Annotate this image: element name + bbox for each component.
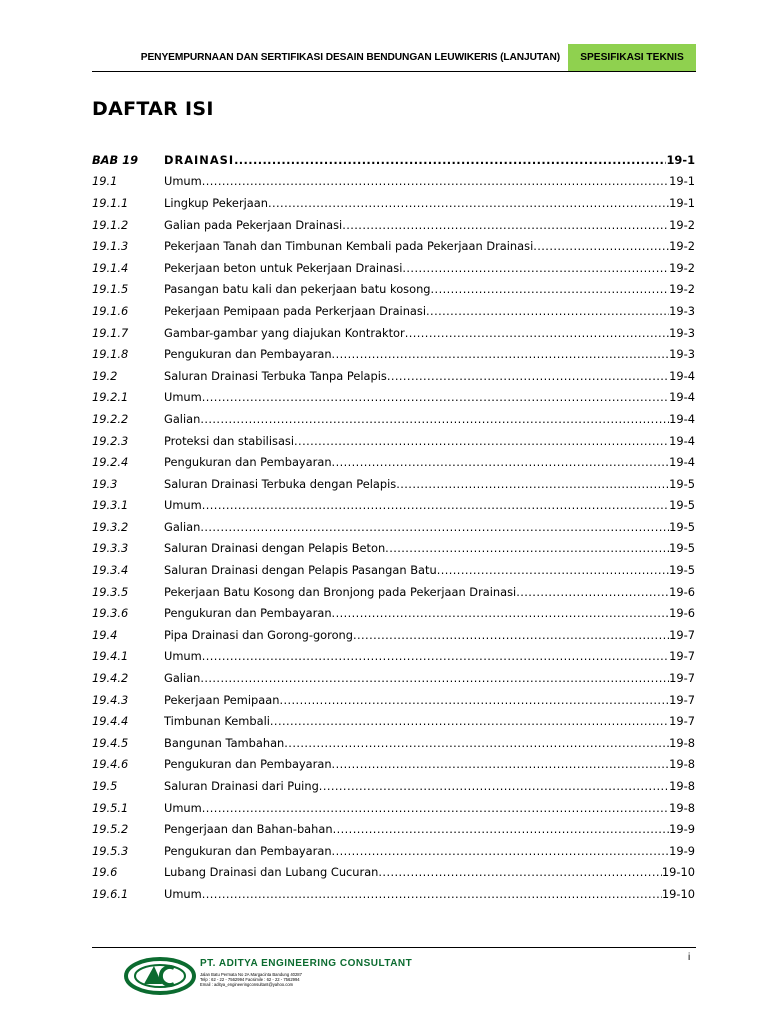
toc-dot-leader [270, 714, 669, 728]
toc-dot-leader [333, 822, 670, 836]
toc-dot-leader [332, 757, 670, 771]
toc-row[interactable] [92, 495, 695, 517]
toc-page-number[interactable]: 19-6 [669, 606, 695, 621]
toc-section-number: 19.2.1 [92, 390, 129, 405]
toc-section-number: 19.3.6 [92, 606, 129, 621]
toc-section-title[interactable]: Pengukuran dan Pembayaran [164, 347, 332, 362]
toc-section-number: 19.3 [92, 476, 118, 491]
toc-dot-leader [202, 649, 669, 663]
toc-chapter-row[interactable] [92, 149, 695, 171]
toc-dot-leader [378, 865, 661, 879]
toc-section-number: 19.4.2 [92, 671, 129, 686]
toc-row[interactable] [92, 473, 695, 495]
toc-dot-leader [202, 887, 662, 901]
toc-section-number: 19.2.2 [92, 411, 129, 426]
toc-dot-leader [279, 693, 669, 707]
toc-page-number[interactable]: 19-4 [669, 390, 695, 405]
toc-row[interactable] [92, 732, 695, 754]
toc-section-number: 19.4.5 [92, 735, 129, 750]
company-address [200, 972, 340, 987]
toc-section-title[interactable]: Timbunan Kembali [164, 714, 270, 729]
toc-page-number[interactable]: 19-8 [669, 735, 695, 750]
toc-page-number[interactable]: 19-3 [669, 303, 695, 318]
toc-section-title[interactable]: Pengukuran dan Pembayaran [164, 843, 332, 858]
toc-section-title[interactable]: Saluran Drainasi Terbuka Tanpa Pelapis [164, 368, 387, 383]
toc-row[interactable] [92, 883, 695, 905]
toc-row[interactable] [92, 430, 695, 452]
toc-dot-leader [284, 736, 669, 750]
toc-page-number[interactable]: 19-7 [669, 671, 695, 686]
company-name: PT. ADITYA ENGINEERING CONSULTANT [200, 958, 413, 969]
toc-section-number: BAB 19 [92, 152, 138, 167]
toc-entry [164, 585, 695, 599]
toc-entry [164, 736, 695, 750]
toc-entry [164, 606, 695, 620]
address-line: Jalan Batu Permata No 2A Margacinta Bandung 40287 [200, 972, 302, 977]
header-title: PENYEMPURNAAN DAN SERTIFIKASI DESAIN BENDUNGAN LEUWIKERIS (LANJUTAN) [140, 52, 560, 63]
toc-entry [164, 239, 695, 253]
toc-section-title[interactable]: Gambar-gambar yang diajukan Kontraktor [164, 325, 405, 340]
toc-section-title[interactable]: Pengukuran dan Pembayaran [164, 606, 332, 621]
toc-section-title[interactable]: Pekerjaan Tanah dan Timbunan Kembali pada Pekerjaan Drainasi [164, 239, 534, 254]
toc-page-number[interactable]: 19-5 [669, 476, 695, 491]
toc-row[interactable] [92, 689, 695, 711]
toc-entry [164, 261, 695, 275]
toc-entry [164, 174, 695, 188]
toc-row[interactable] [92, 667, 695, 689]
toc-page-number[interactable]: 19-5 [669, 498, 695, 513]
toc-entry [164, 282, 695, 296]
table-of-contents [92, 149, 695, 905]
toc-entry [164, 304, 695, 318]
toc-row[interactable] [92, 646, 695, 668]
toc-section-title[interactable]: Pekerjaan Pemipaan [164, 692, 280, 707]
toc-entry [164, 563, 695, 577]
toc-section-number: 19.3.5 [92, 584, 129, 599]
toc-row[interactable] [92, 214, 695, 236]
toc-section-number: 19.3.1 [92, 498, 129, 513]
toc-page-number[interactable]: 19-5 [669, 541, 695, 556]
toc-page-number[interactable]: 19-10 [661, 886, 695, 901]
toc-section-number: 19.5.3 [92, 843, 129, 858]
toc-row[interactable] [92, 538, 695, 560]
toc-section-number: 19.1 [92, 174, 118, 189]
toc-row[interactable] [92, 387, 695, 409]
toc-dot-leader [533, 239, 669, 253]
toc-section-number: 19.6.1 [92, 886, 129, 901]
toc-section-number: 19.2.3 [92, 433, 129, 448]
toc-page-number[interactable]: 19-5 [669, 519, 695, 534]
toc-dot-leader [202, 174, 669, 188]
toc-page-number[interactable]: 19-4 [669, 433, 695, 448]
toc-page-number[interactable]: 19-7 [669, 714, 695, 729]
toc-section-title[interactable]: Pekerjaan beton untuk Pekerjaan Drainasi [164, 260, 403, 275]
toc-dot-leader [200, 412, 669, 426]
toc-page-number[interactable]: 19-8 [669, 800, 695, 815]
toc-section-title[interactable]: Lingkup Pekerjaan [164, 195, 268, 210]
toc-entry [164, 498, 695, 512]
toc-section-title[interactable]: Pengerjaan dan Bahan-bahan [164, 822, 333, 837]
toc-section-number: 19.1.5 [92, 282, 129, 297]
toc-entry [164, 693, 695, 707]
toc-entry [164, 477, 695, 491]
toc-row[interactable] [92, 300, 695, 322]
toc-section-number: 19.4.1 [92, 649, 129, 664]
toc-entry [164, 714, 695, 728]
toc-entry [164, 455, 695, 469]
toc-section-number: 19.2 [92, 368, 118, 383]
toc-section-title[interactable]: Umum [164, 886, 202, 901]
toc-row[interactable] [92, 192, 695, 214]
toc-dot-leader [385, 541, 669, 555]
toc-section-number: 19.5.2 [92, 822, 129, 837]
toc-section-title[interactable]: Galian [164, 411, 201, 426]
toc-section-title[interactable]: Umum [164, 498, 202, 513]
toc-section-title[interactable]: Saluran Drainasi dengan Pelapis Beton [164, 541, 386, 556]
toc-page-number[interactable]: 19-1 [669, 195, 695, 210]
toc-section-title[interactable]: Umum [164, 390, 202, 405]
toc-page-number[interactable]: 19-8 [669, 779, 695, 794]
toc-entry [164, 757, 695, 771]
toc-dot-leader [202, 801, 669, 815]
toc-entry [164, 649, 695, 663]
toc-dot-leader [319, 779, 669, 793]
toc-section-title[interactable]: Proteksi dan stabilisasi [164, 433, 295, 448]
toc-section-number: 19.4.4 [92, 714, 129, 729]
toc-dot-leader [200, 520, 669, 534]
toc-entry [164, 412, 695, 426]
toc-page-number[interactable]: 19-7 [669, 692, 695, 707]
toc-page-number[interactable]: 19-2 [669, 239, 695, 254]
toc-row[interactable] [92, 235, 695, 257]
toc-section-number: 19.4 [92, 627, 118, 642]
toc-entry [164, 434, 695, 448]
toc-entry [164, 326, 695, 340]
toc-page-number[interactable]: 19-1 [666, 152, 695, 167]
toc-section-number: 19.1.3 [92, 239, 129, 254]
toc-row[interactable] [92, 840, 695, 862]
toc-dot-leader [437, 563, 669, 577]
footer-rule [92, 947, 696, 948]
toc-section-title[interactable]: Bangunan Tambahan [164, 735, 285, 750]
toc-section-number: 19.4.6 [92, 757, 129, 772]
toc-section-title[interactable]: Pengukuran dan Pembayaran [164, 455, 332, 470]
toc-row[interactable] [92, 624, 695, 646]
toc-dot-leader [332, 844, 670, 858]
toc-section-number: 19.6 [92, 865, 118, 880]
toc-section-title[interactable]: Saluran Drainasi dari Puing [164, 779, 319, 794]
toc-page-number[interactable]: 19-4 [669, 368, 695, 383]
page-title: DAFTAR ISI [92, 98, 214, 120]
toc-page-number[interactable]: 19-7 [669, 627, 695, 642]
toc-entry [164, 541, 695, 555]
address-line: Email : aditya_engineeringconsultant@yahoo.com [200, 982, 294, 987]
toc-page-number[interactable]: 19-3 [669, 325, 695, 340]
toc-row[interactable] [92, 710, 695, 732]
toc-page-number[interactable]: 19-2 [669, 260, 695, 275]
toc-page-number[interactable]: 19-3 [669, 347, 695, 362]
toc-section-title[interactable]: Pasangan batu kali dan pekerjaan batu kosong [164, 282, 431, 297]
toc-row[interactable] [92, 754, 695, 776]
toc-section-number: 19.5 [92, 779, 118, 794]
toc-row[interactable] [92, 559, 695, 581]
toc-section-title[interactable]: Pekerjaan Pemipaan pada Perkerjaan Drainasi [164, 303, 427, 318]
toc-row[interactable] [92, 797, 695, 819]
toc-dot-leader [387, 369, 669, 383]
toc-section-title[interactable]: Saluran Drainasi Terbuka dengan Pelapis [164, 476, 397, 491]
toc-entry [164, 801, 695, 815]
toc-section-title[interactable]: Pengukuran dan Pembayaran [164, 757, 332, 772]
toc-section-title[interactable]: Umum [164, 649, 202, 664]
toc-section-number: 19.3.2 [92, 519, 129, 534]
toc-row[interactable] [92, 451, 695, 473]
toc-dot-leader [353, 628, 669, 642]
toc-page-number[interactable]: 19-10 [661, 865, 695, 880]
running-header [92, 44, 696, 71]
toc-entry [164, 865, 695, 879]
toc-row[interactable] [92, 818, 695, 840]
toc-dot-leader [234, 153, 666, 167]
toc-section-title[interactable]: Galian [164, 519, 201, 534]
toc-row[interactable] [92, 279, 695, 301]
toc-page-number[interactable]: 19-9 [669, 822, 695, 837]
page-number: i [688, 952, 691, 963]
toc-entry [164, 822, 695, 836]
toc-section-number: 19.1.1 [92, 195, 129, 210]
header-section-tag: SPESIFIKASI TEKNIS [568, 44, 696, 71]
toc-entry [164, 628, 695, 642]
toc-page-number[interactable]: 19-7 [669, 649, 695, 664]
toc-section-number: 19.3.3 [92, 541, 129, 556]
toc-page-number[interactable]: 19-2 [669, 282, 695, 297]
toc-row[interactable] [92, 516, 695, 538]
toc-section-number: 19.1.4 [92, 260, 129, 275]
toc-row[interactable] [92, 602, 695, 624]
toc-dot-leader [431, 282, 670, 296]
toc-section-title[interactable]: Saluran Drainasi dengan Pelapis Pasangan Batu [164, 563, 437, 578]
toc-entry [164, 390, 695, 404]
toc-section-title[interactable]: DRAINASI [164, 152, 235, 167]
toc-section-number: 19.1.7 [92, 325, 129, 340]
address-line: Telp : 62 - 22 - 7562994 Facsimile : 62 - 22 - 7562994 [200, 977, 300, 982]
toc-entry [164, 671, 695, 685]
toc-dot-leader [268, 196, 669, 210]
toc-section-title[interactable]: Umum [164, 174, 202, 189]
toc-entry [164, 844, 695, 858]
toc-page-number[interactable]: 19-2 [669, 217, 695, 232]
toc-row[interactable] [92, 171, 695, 193]
toc-section-number: 19.1.6 [92, 303, 129, 318]
toc-section-number: 19.3.4 [92, 563, 129, 578]
toc-entry [164, 153, 695, 167]
toc-section-number: 19.4.3 [92, 692, 129, 707]
toc-dot-leader [426, 304, 669, 318]
toc-page-number[interactable]: 19-8 [669, 757, 695, 772]
toc-entry [164, 520, 695, 534]
toc-dot-leader [200, 671, 669, 685]
toc-entry [164, 369, 695, 383]
toc-section-number: 19.2.4 [92, 455, 129, 470]
toc-row[interactable] [92, 775, 695, 797]
toc-page-number[interactable]: 19-6 [669, 584, 695, 599]
toc-page-number[interactable]: 19-9 [669, 843, 695, 858]
toc-section-title[interactable]: Galian pada Pekerjaan Drainasi [164, 217, 343, 232]
toc-row[interactable] [92, 322, 695, 344]
toc-section-title[interactable]: Umum [164, 800, 202, 815]
company-logo-icon [124, 956, 196, 996]
toc-section-number: 19.5.1 [92, 800, 129, 815]
toc-page-number[interactable]: 19-4 [669, 455, 695, 470]
toc-section-title[interactable]: Lubang Drainasi dan Lubang Cucuran [164, 865, 379, 880]
toc-section-number: 19.1.8 [92, 347, 129, 362]
toc-dot-leader [332, 347, 670, 361]
toc-entry [164, 347, 695, 361]
toc-dot-leader [202, 390, 669, 404]
toc-entry [164, 779, 695, 793]
toc-dot-leader [402, 261, 669, 275]
toc-dot-leader [332, 455, 670, 469]
toc-dot-leader [396, 477, 669, 491]
toc-section-title[interactable]: Galian [164, 671, 201, 686]
toc-entry [164, 887, 695, 901]
toc-entry [164, 218, 695, 232]
toc-row[interactable] [92, 257, 695, 279]
toc-row[interactable] [92, 343, 695, 365]
toc-row[interactable] [92, 365, 695, 387]
toc-row[interactable] [92, 862, 695, 884]
toc-dot-leader [516, 585, 669, 599]
toc-dot-leader [332, 606, 670, 620]
toc-row[interactable] [92, 581, 695, 603]
toc-section-title[interactable]: Pipa Drainasi dan Gorong-gorong [164, 627, 353, 642]
toc-dot-leader [405, 326, 669, 340]
toc-page-number[interactable]: 19-1 [669, 174, 695, 189]
toc-section-number: 19.1.2 [92, 217, 129, 232]
toc-dot-leader [342, 218, 669, 232]
toc-dot-leader [202, 498, 669, 512]
toc-page-number[interactable]: 19-5 [669, 563, 695, 578]
toc-dot-leader [294, 434, 669, 448]
toc-page-number[interactable]: 19-4 [669, 411, 695, 426]
toc-entry [164, 196, 695, 210]
toc-section-title[interactable]: Pekerjaan Batu Kosong dan Bronjong pada Pekerjaan Drainasi [164, 584, 517, 599]
toc-row[interactable] [92, 408, 695, 430]
header-rule [92, 71, 696, 72]
